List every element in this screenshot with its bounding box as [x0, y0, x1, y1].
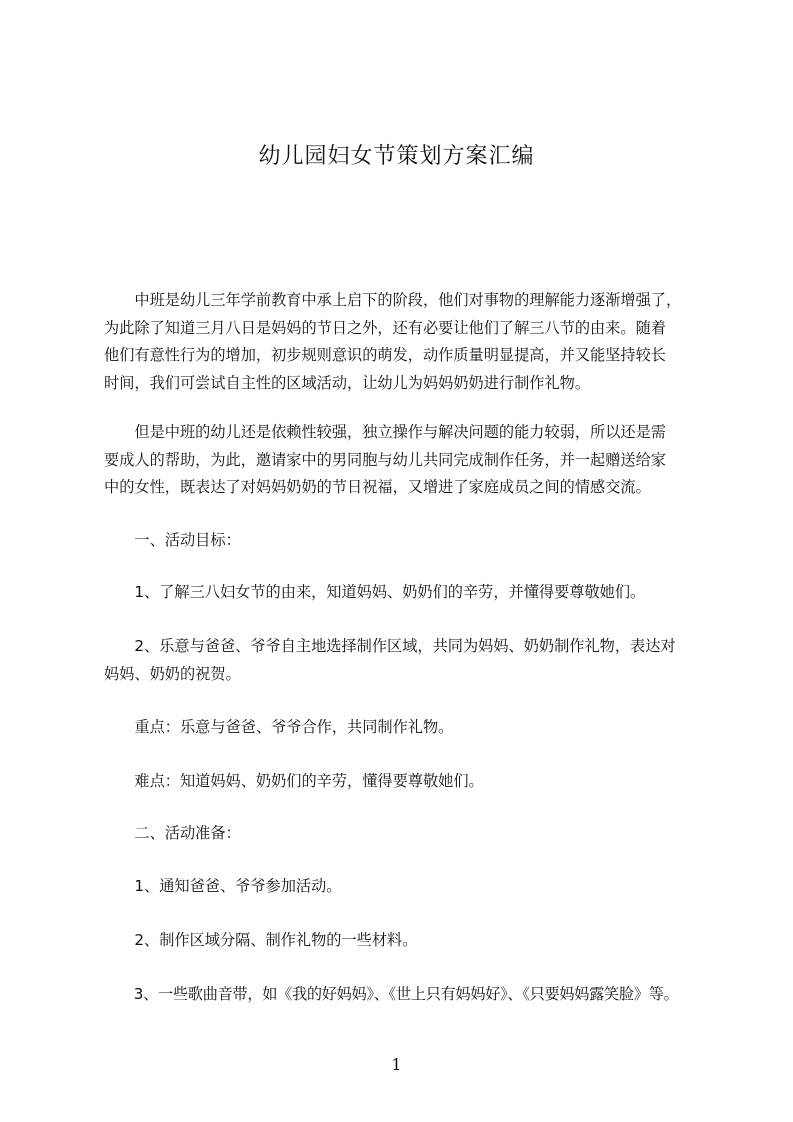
text-line: 妈妈、奶奶的祝贺。 — [104, 664, 241, 683]
text-line: 重点：乐意与爸爸、爷爷合作，共同制作礼物。 — [104, 718, 454, 736]
text-line: 要成人的帮助，为此，邀请家中的男同胞与幼儿共同完成制作任务，并一起赠送给家 — [104, 450, 666, 469]
text-line: 1、了解三八妇女节的由来，知道妈妈、奶奶们的辛劳，并懂得要尊敬她们。 — [104, 583, 646, 601]
text-line: 中班是幼儿三年学前教育中承上启下的阶段，他们对事物的理解能力逐渐增强了， — [104, 291, 682, 309]
page-number: 1 — [391, 1055, 402, 1074]
text-line: 3、一些歌曲音带，如《我的好妈妈》、《世上只有妈妈好》、《只要妈妈露笑脸》等。 — [104, 985, 679, 1003]
text-line: 他们有意性行为的增加，初步规则意识的萌发，动作质量明显提高，并又能坚持较长 — [104, 346, 666, 364]
prep-item-2 — [104, 927, 716, 955]
text-line: 一、活动目标： — [104, 531, 241, 549]
paragraph-intro-1 — [104, 287, 716, 397]
text-line: 2、制作区域分隔、制作礼物的一些材料。 — [104, 931, 418, 949]
difficulty-point — [104, 768, 716, 796]
prep-item-1 — [104, 873, 716, 901]
key-point — [104, 714, 716, 742]
text-line: 时间，我们可尝试自主性的区域活动，让幼儿为妈妈奶奶进行制作礼物。 — [104, 373, 590, 392]
goal-item-1 — [104, 579, 716, 607]
goal-item-2 — [104, 633, 716, 688]
text-line: 1、通知爸爸、爷爷参加活动。 — [104, 877, 342, 895]
section-heading-preparation — [104, 820, 716, 848]
prep-item-3 — [104, 981, 716, 1009]
document-title: 幼儿园妇女节策划方案汇编 — [258, 144, 535, 169]
text-line: 为此除了知道三月八日是妈妈的节日之外，还有必要让他们了解三八节的由来。随着 — [104, 318, 666, 337]
text-line: 2、乐意与爸爸、爷爷自主地选择制作区域，共同为妈妈、奶奶制作礼物，表达对 — [104, 637, 676, 655]
text-line: 难点：知道妈妈、奶奶们的辛劳，懂得要尊敬她们。 — [104, 772, 484, 790]
text-line: 二、活动准备： — [104, 824, 241, 842]
text-line: 中的女性，既表达了对妈妈奶奶的节日祝福，又增进了家庭成员之间的情感交流。 — [104, 478, 651, 496]
text-line: 但是中班的幼儿还是依赖性较强，独立操作与解决问题的能力较弱，所以还是需 — [104, 423, 666, 441]
paragraph-intro-2 — [104, 419, 716, 502]
section-heading-goals — [104, 527, 716, 555]
